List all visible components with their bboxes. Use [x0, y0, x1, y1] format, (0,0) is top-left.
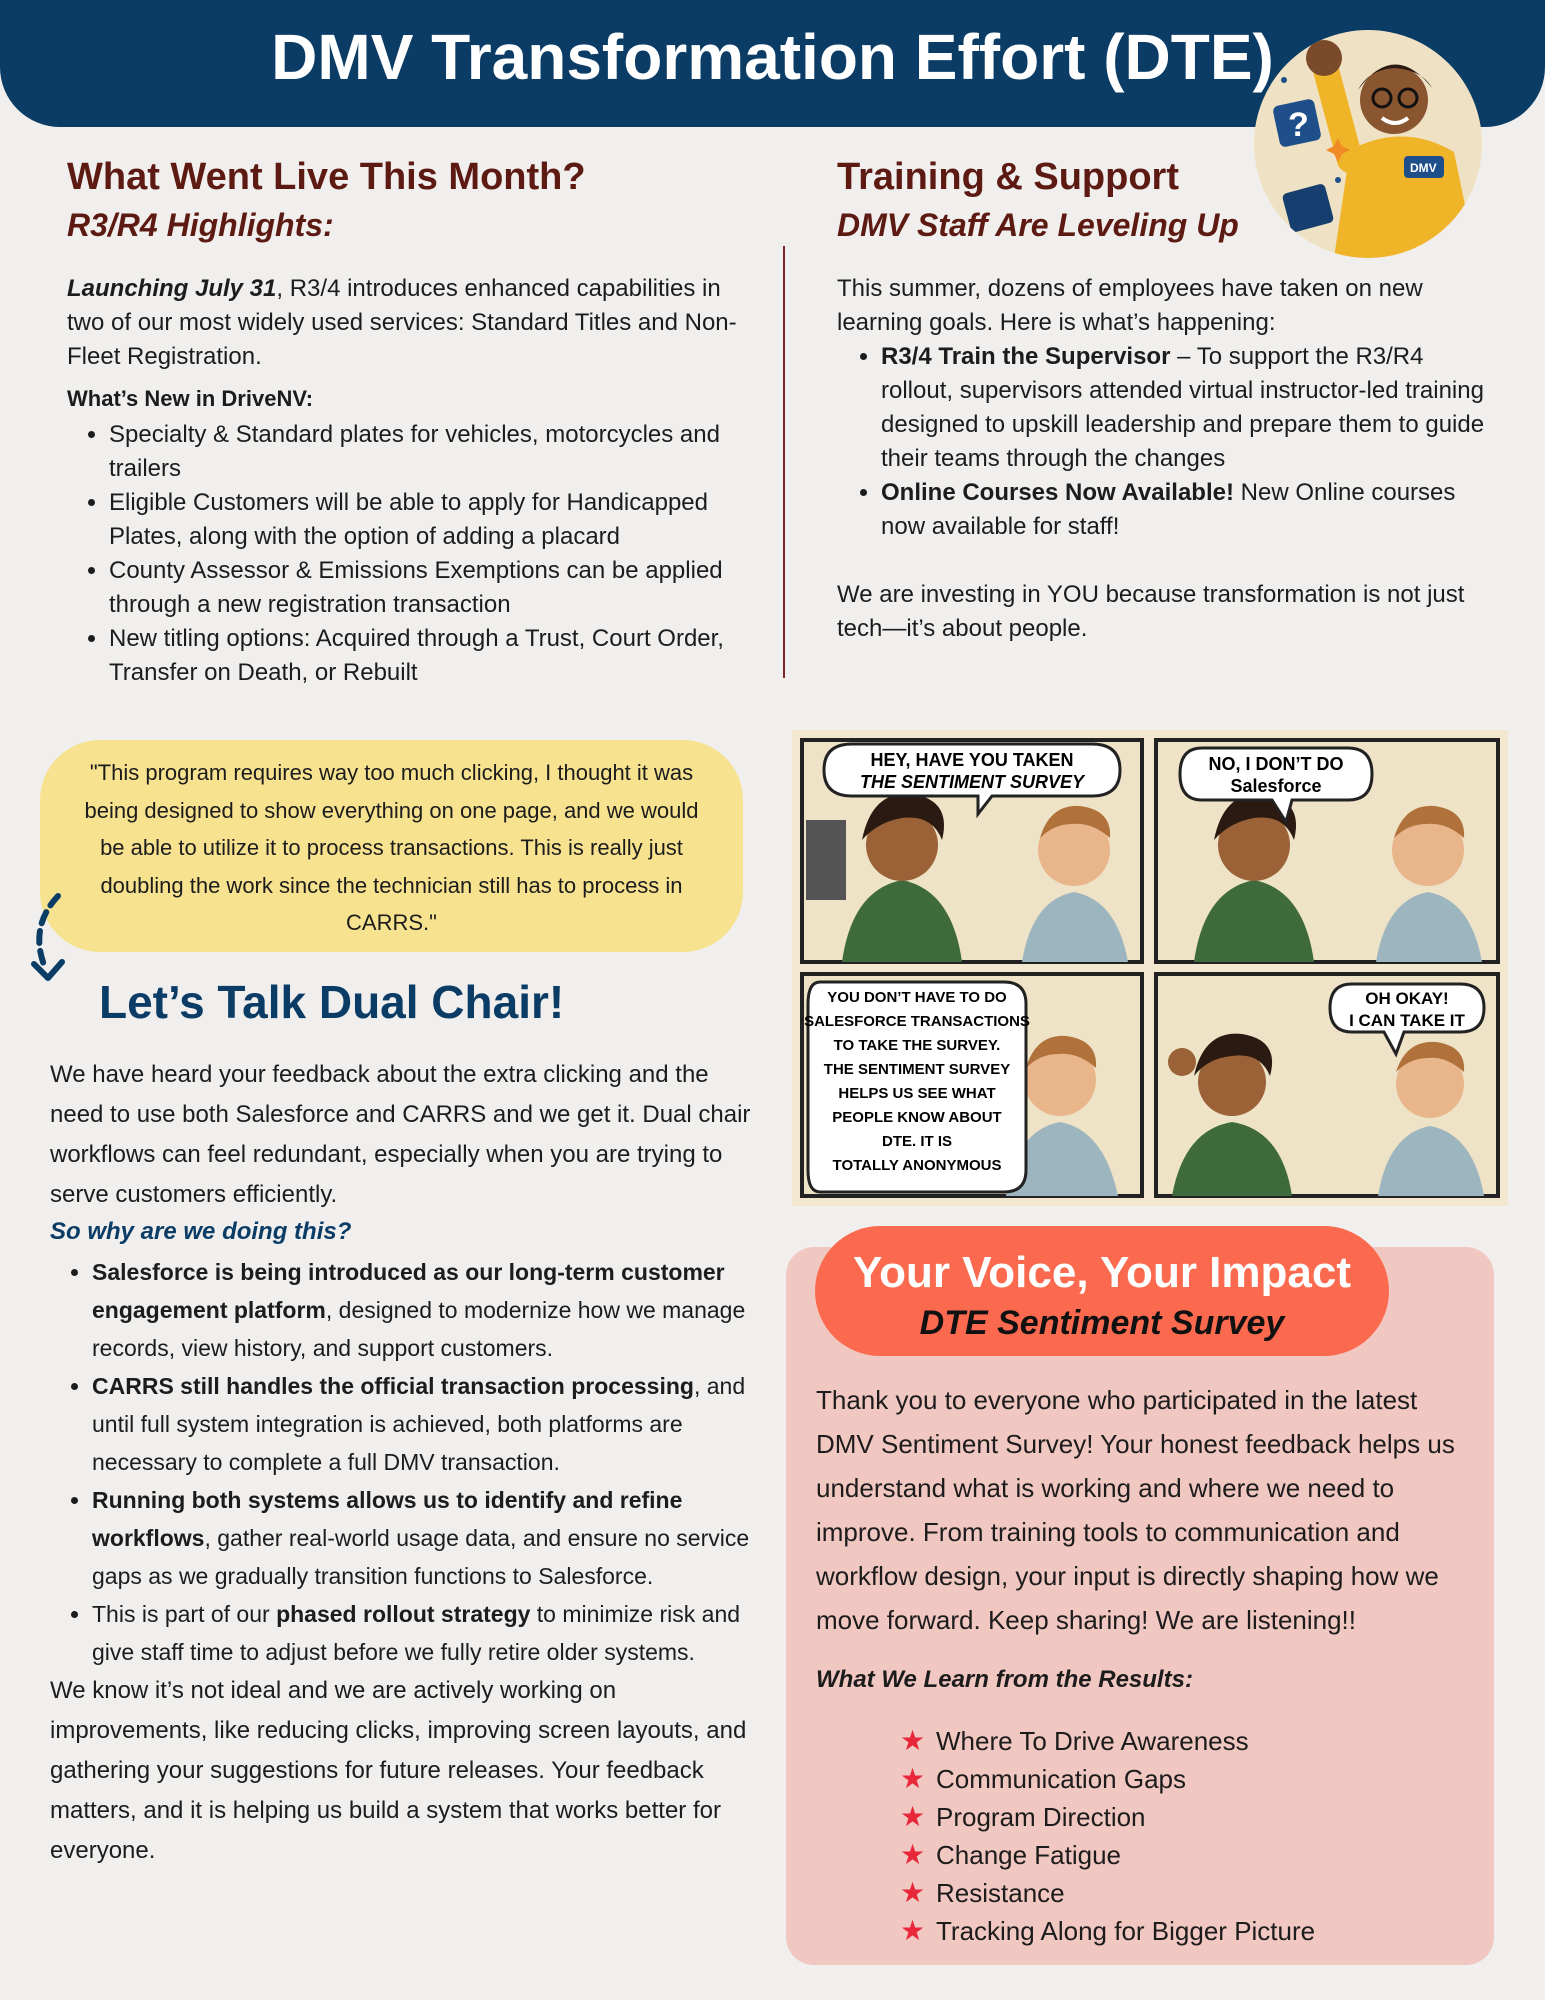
list-item-label: Communication Gaps: [936, 1764, 1186, 1794]
list-item: [900, 1912, 1315, 1950]
list-item: [900, 1722, 1315, 1760]
comic-bubble-3-line-3: TO TAKE THE SURVEY.: [833, 1037, 1001, 1054]
list-item: [881, 340, 1497, 476]
star-icon: ★: [900, 1801, 926, 1832]
salesforce-bold: Salesforce is being introduced as our long-term customer engagement platform: [92, 1259, 725, 1323]
why-heading: So why are we doing this?: [50, 1218, 352, 1245]
salesforce-text: , designed to modernize how we manage records, view history, and support customers.: [92, 1297, 746, 1361]
list-item: [900, 1836, 1315, 1874]
star-icon: ★: [900, 1725, 926, 1756]
carrs-bold: CARRS still handles the official transaction processing: [92, 1373, 694, 1399]
comic-bubble-1-line-2: THE SENTIMENT SURVEY: [859, 772, 1085, 792]
question-box-label: ?: [1288, 106, 1309, 144]
phased-pre: This is part of our: [92, 1601, 277, 1627]
sentiment-survey-comic: [792, 730, 1508, 1206]
training-section: [837, 150, 1497, 646]
sentiment-survey-subheading: DTE Sentiment Survey: [919, 1304, 1285, 1342]
comic-bubble-2-line-2: Salesforce: [1230, 776, 1322, 796]
training-intro: This summer, dozens of employees have taken on new learning goals. Here is what’s happening:: [837, 275, 1423, 336]
both-systems-text: , gather real-world usage data, and ensure no service gaps as we gradually transition functions to Salesforce.: [92, 1525, 750, 1589]
page-title: DMV Transformation Effort (DTE): [271, 21, 1274, 93]
column-divider: [783, 246, 785, 678]
comic-bubble-2-line-1: NO, I DON’T DO: [1208, 754, 1344, 774]
list-item-label: Change Fatigue: [936, 1840, 1122, 1870]
comic-bubble-1-line-1: HEY, HAVE YOU TAKEN: [870, 750, 1074, 770]
what-went-live-section: [67, 150, 747, 690]
dual-chair-heading: Let’s Talk Dual Chair!: [99, 976, 565, 1028]
online-courses-text: New Online courses now available for staff!: [881, 479, 1456, 540]
training-heading: Training & Support: [837, 156, 1179, 198]
whats-new-label: What’s New in DriveNV:: [67, 386, 314, 411]
dual-chair-section: [50, 1055, 765, 1871]
list-item-label: Where To Drive Awareness: [936, 1726, 1249, 1756]
comic-bubble-4-line-1: OH OKAY!: [1365, 989, 1449, 1008]
dual-chair-intro: We have heard your feedback about the extra clicking and the need to use both Salesforce and CARRS and we get it. Dual chair workflows can feel redundant, especially when you are trying to serve customers efficiently.: [50, 1061, 751, 1208]
list-item: • County Assessor & Emissions Exemptions can be applied through a new registration transaction: [109, 554, 747, 622]
train-supervisor-text: – To support the R3/R4 rollout, supervisors attended virtual instructor-led training designed to upskill leadership and prepare them to guide their teams through the changes: [881, 343, 1485, 472]
list-item: [92, 1253, 765, 1367]
train-supervisor-bold: R3/4 Train the Supervisor: [881, 343, 1171, 370]
launch-date: Launching July 31: [67, 275, 277, 302]
dmv-badge: DMV: [1410, 161, 1437, 175]
your-voice-body: Thank you to everyone who participated in the latest DMV Sentiment Survey! Your honest feedback helps us understand what is working and where we need to improve. From training tools to communication and workflow design, your input is directly shaping how we move forward. Keep sharing! We are listening!!: [816, 1385, 1455, 1635]
list-item-label: Program Direction: [936, 1802, 1146, 1832]
results-list: [900, 1722, 1315, 1950]
launch-paragraph: [67, 272, 747, 374]
list-item: [900, 1798, 1315, 1836]
highlights-subheading: R3/R4 Highlights:: [67, 207, 334, 243]
list-item: • Eligible Customers will be able to apply for Handicapped Plates, along with the option of adding a placard: [109, 486, 747, 554]
comic-bubble-3-line-6: PEOPLE KNOW ABOUT: [832, 1109, 1002, 1126]
comic-bubble-4-line-2: I CAN TAKE IT: [1349, 1011, 1465, 1030]
list-item: [881, 476, 1497, 544]
feedback-quote: "This program requires way too much clicking, I thought it was being designed to show everything on one page, and we would be able to utilize it to process transactions. This is really just doubling the work since the technician still has to process in CARRS.": [40, 740, 743, 952]
comic-bubble-3-line-2: SALESFORCE TRANSACTIONS: [804, 1013, 1030, 1030]
training-closing: We are investing in YOU because transformation is not just tech—it’s about people.: [837, 581, 1465, 642]
list-item: [900, 1760, 1315, 1798]
list-item-label: Resistance: [936, 1878, 1065, 1908]
phased-text: to minimize risk and give staff time to adjust before we fully retire older systems.: [92, 1601, 741, 1665]
list-item: [92, 1595, 765, 1671]
comic-bubble-3-line-5: HELPS US SEE WHAT: [838, 1085, 996, 1102]
star-icon: ★: [900, 1763, 926, 1794]
training-list: [837, 340, 1497, 544]
star-icon: ★: [900, 1839, 926, 1870]
what-went-live-heading: What Went Live This Month?: [67, 156, 586, 198]
carrs-text: , and until full system integration is achieved, both platforms are necessary to complete a full DMV transaction.: [92, 1373, 746, 1475]
your-voice-banner: [815, 1226, 1389, 1356]
comic-bubble-3-line-8: TOTALLY ANONYMOUS: [832, 1157, 1002, 1174]
list-item: • Specialty & Standard plates for vehicles, motorcycles and trailers: [109, 418, 747, 486]
list-item: [900, 1874, 1315, 1912]
dual-chair-list: [50, 1253, 765, 1671]
training-subheading: DMV Staff Are Leveling Up: [837, 207, 1239, 243]
comic-bubble-3-line-1: YOU DON’T HAVE TO DO: [827, 989, 1007, 1006]
whats-new-list: [67, 418, 747, 690]
list-item: [92, 1481, 765, 1595]
comic-bubble-3-line-4: THE SENTIMENT SURVEY: [823, 1061, 1011, 1078]
curved-arrow-icon: [18, 888, 88, 988]
launch-text: , R3/4 introduces enhanced capabilities in two of our most widely used services: Standard Titles and Non-Fleet Registration.: [67, 275, 737, 370]
comic-bubble-3-line-7: DTE. IT IS: [881, 1133, 953, 1150]
your-voice-heading: Your Voice, Your Impact: [853, 1248, 1351, 1297]
dual-chair-closing: We know it’s not ideal and we are actively working on improvements, like reducing clicks, improving screen layouts, and gathering your suggestions for future releases. Your feedback matters, and it is helping us build a system that works better for everyone.: [50, 1677, 747, 1864]
both-systems-bold: Running both systems allows us to identify and refine workflows: [92, 1487, 683, 1551]
what-we-learn-label: What We Learn from the Results:: [816, 1666, 1193, 1693]
star-icon: ★: [900, 1915, 926, 1946]
star-icon: ★: [900, 1877, 926, 1908]
phased-bold: phased rollout strategy: [276, 1601, 531, 1627]
online-courses-bold: Online Courses Now Available!: [881, 479, 1234, 506]
list-item: [92, 1367, 765, 1481]
list-item-label: Tracking Along for Bigger Picture: [936, 1916, 1316, 1946]
list-item: • New titling options: Acquired through a Trust, Court Order, Transfer on Death, or Rebuilt: [109, 622, 747, 690]
